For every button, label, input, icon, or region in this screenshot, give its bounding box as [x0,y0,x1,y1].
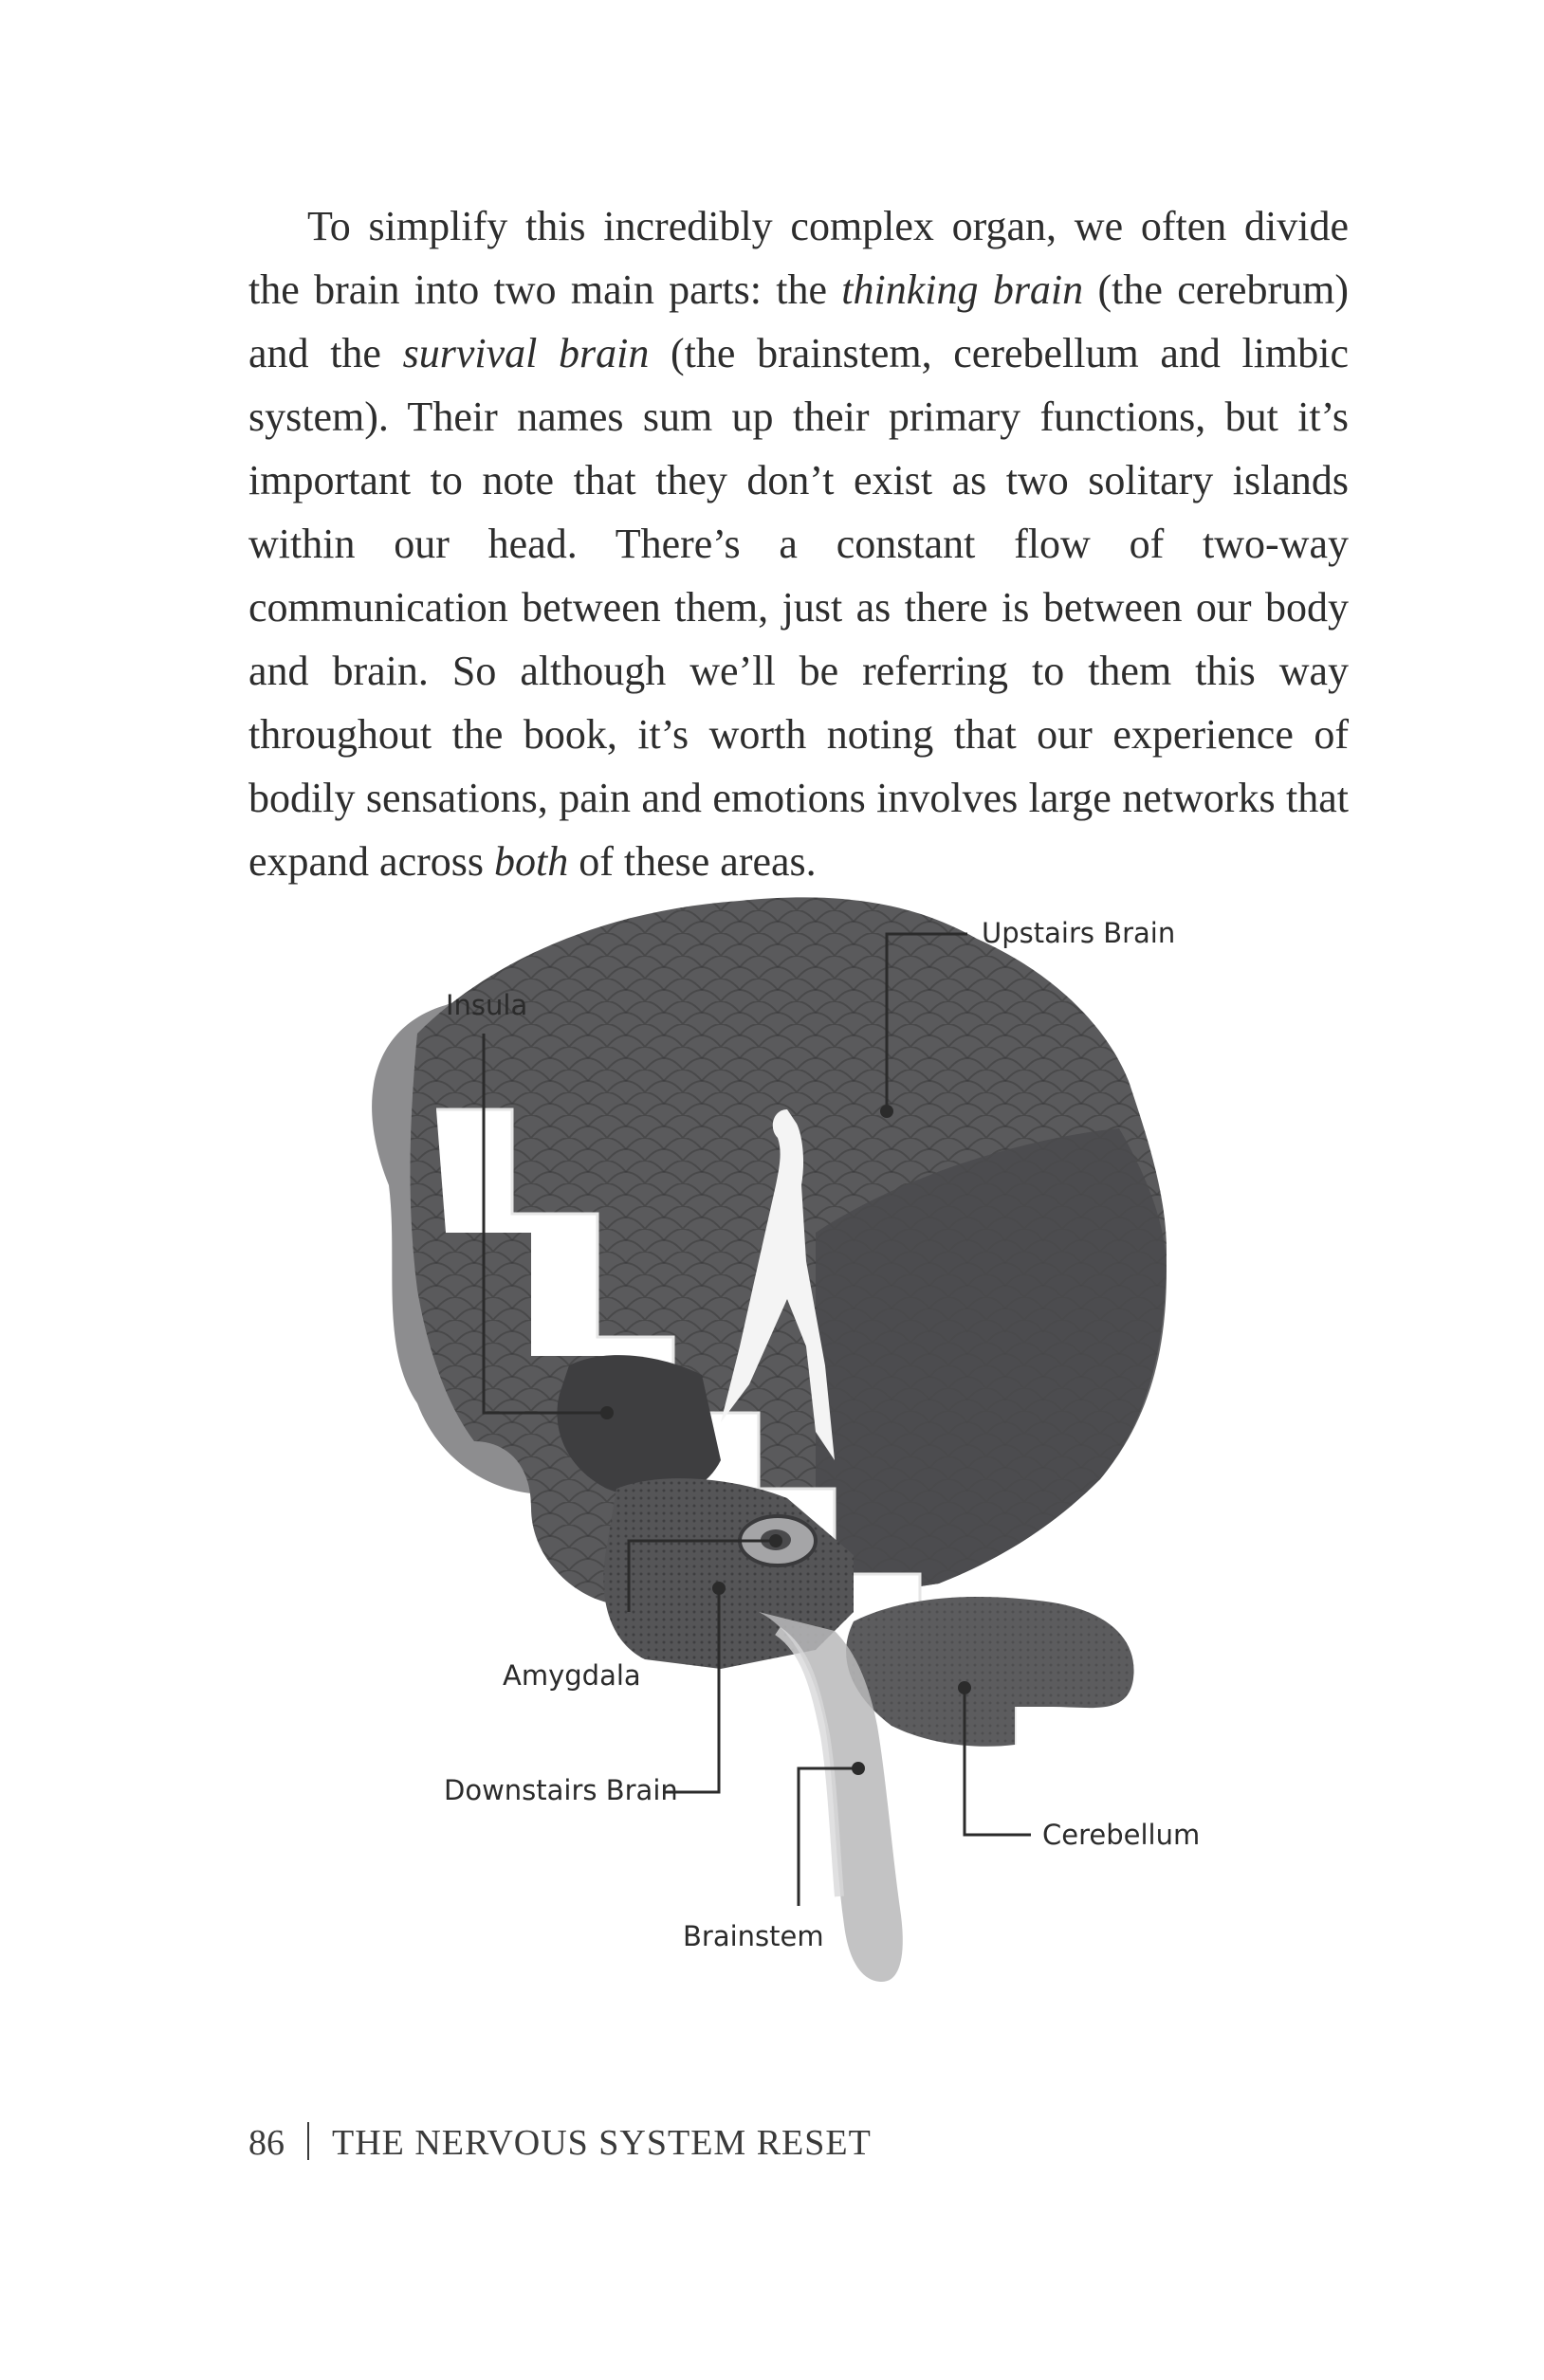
page-number: 86 [248,2123,285,2163]
label-brainstem: Brainstem [683,1920,824,1952]
label-upstairs-brain: Upstairs Brain [982,917,1176,949]
emphasis-thinking-brain: thinking brain [841,266,1084,313]
label-cerebellum: Cerebellum [1042,1819,1201,1851]
emphasis-survival-brain: survival brain [402,330,650,376]
emphasis-both: both [494,838,569,885]
label-insula: Insula [446,989,528,1021]
label-downstairs-brain: Downstairs Brain [444,1774,678,1806]
paragraph-text-2: (the cerebrum) and the [248,266,1349,376]
paragraph-text-3: (the brainstem, cerebellum and limbic system). Their names sum up their primary functions, but it’s important to note that they don’t exist as two solitary islands within our head. There’s a constant flow of two-way communication between them, just as there is between our body and brain. So although we’ll be referring to them this way throughout the book, it’s worth noting that our experience of bodily sensations, pain and emotions involves large networks that expand across [248,330,1349,885]
page-footer [248,2122,872,2164]
paragraph-text-4: of these areas. [568,838,817,885]
footer-separator [307,2122,309,2160]
label-amygdala: Amygdala [503,1659,641,1692]
running-title: THE NERVOUS SYSTEM RESET [332,2123,872,2163]
paragraph-text-1: To simplify this incredibly complex organ, we often divide the brain into two main parts: the [248,203,1349,313]
